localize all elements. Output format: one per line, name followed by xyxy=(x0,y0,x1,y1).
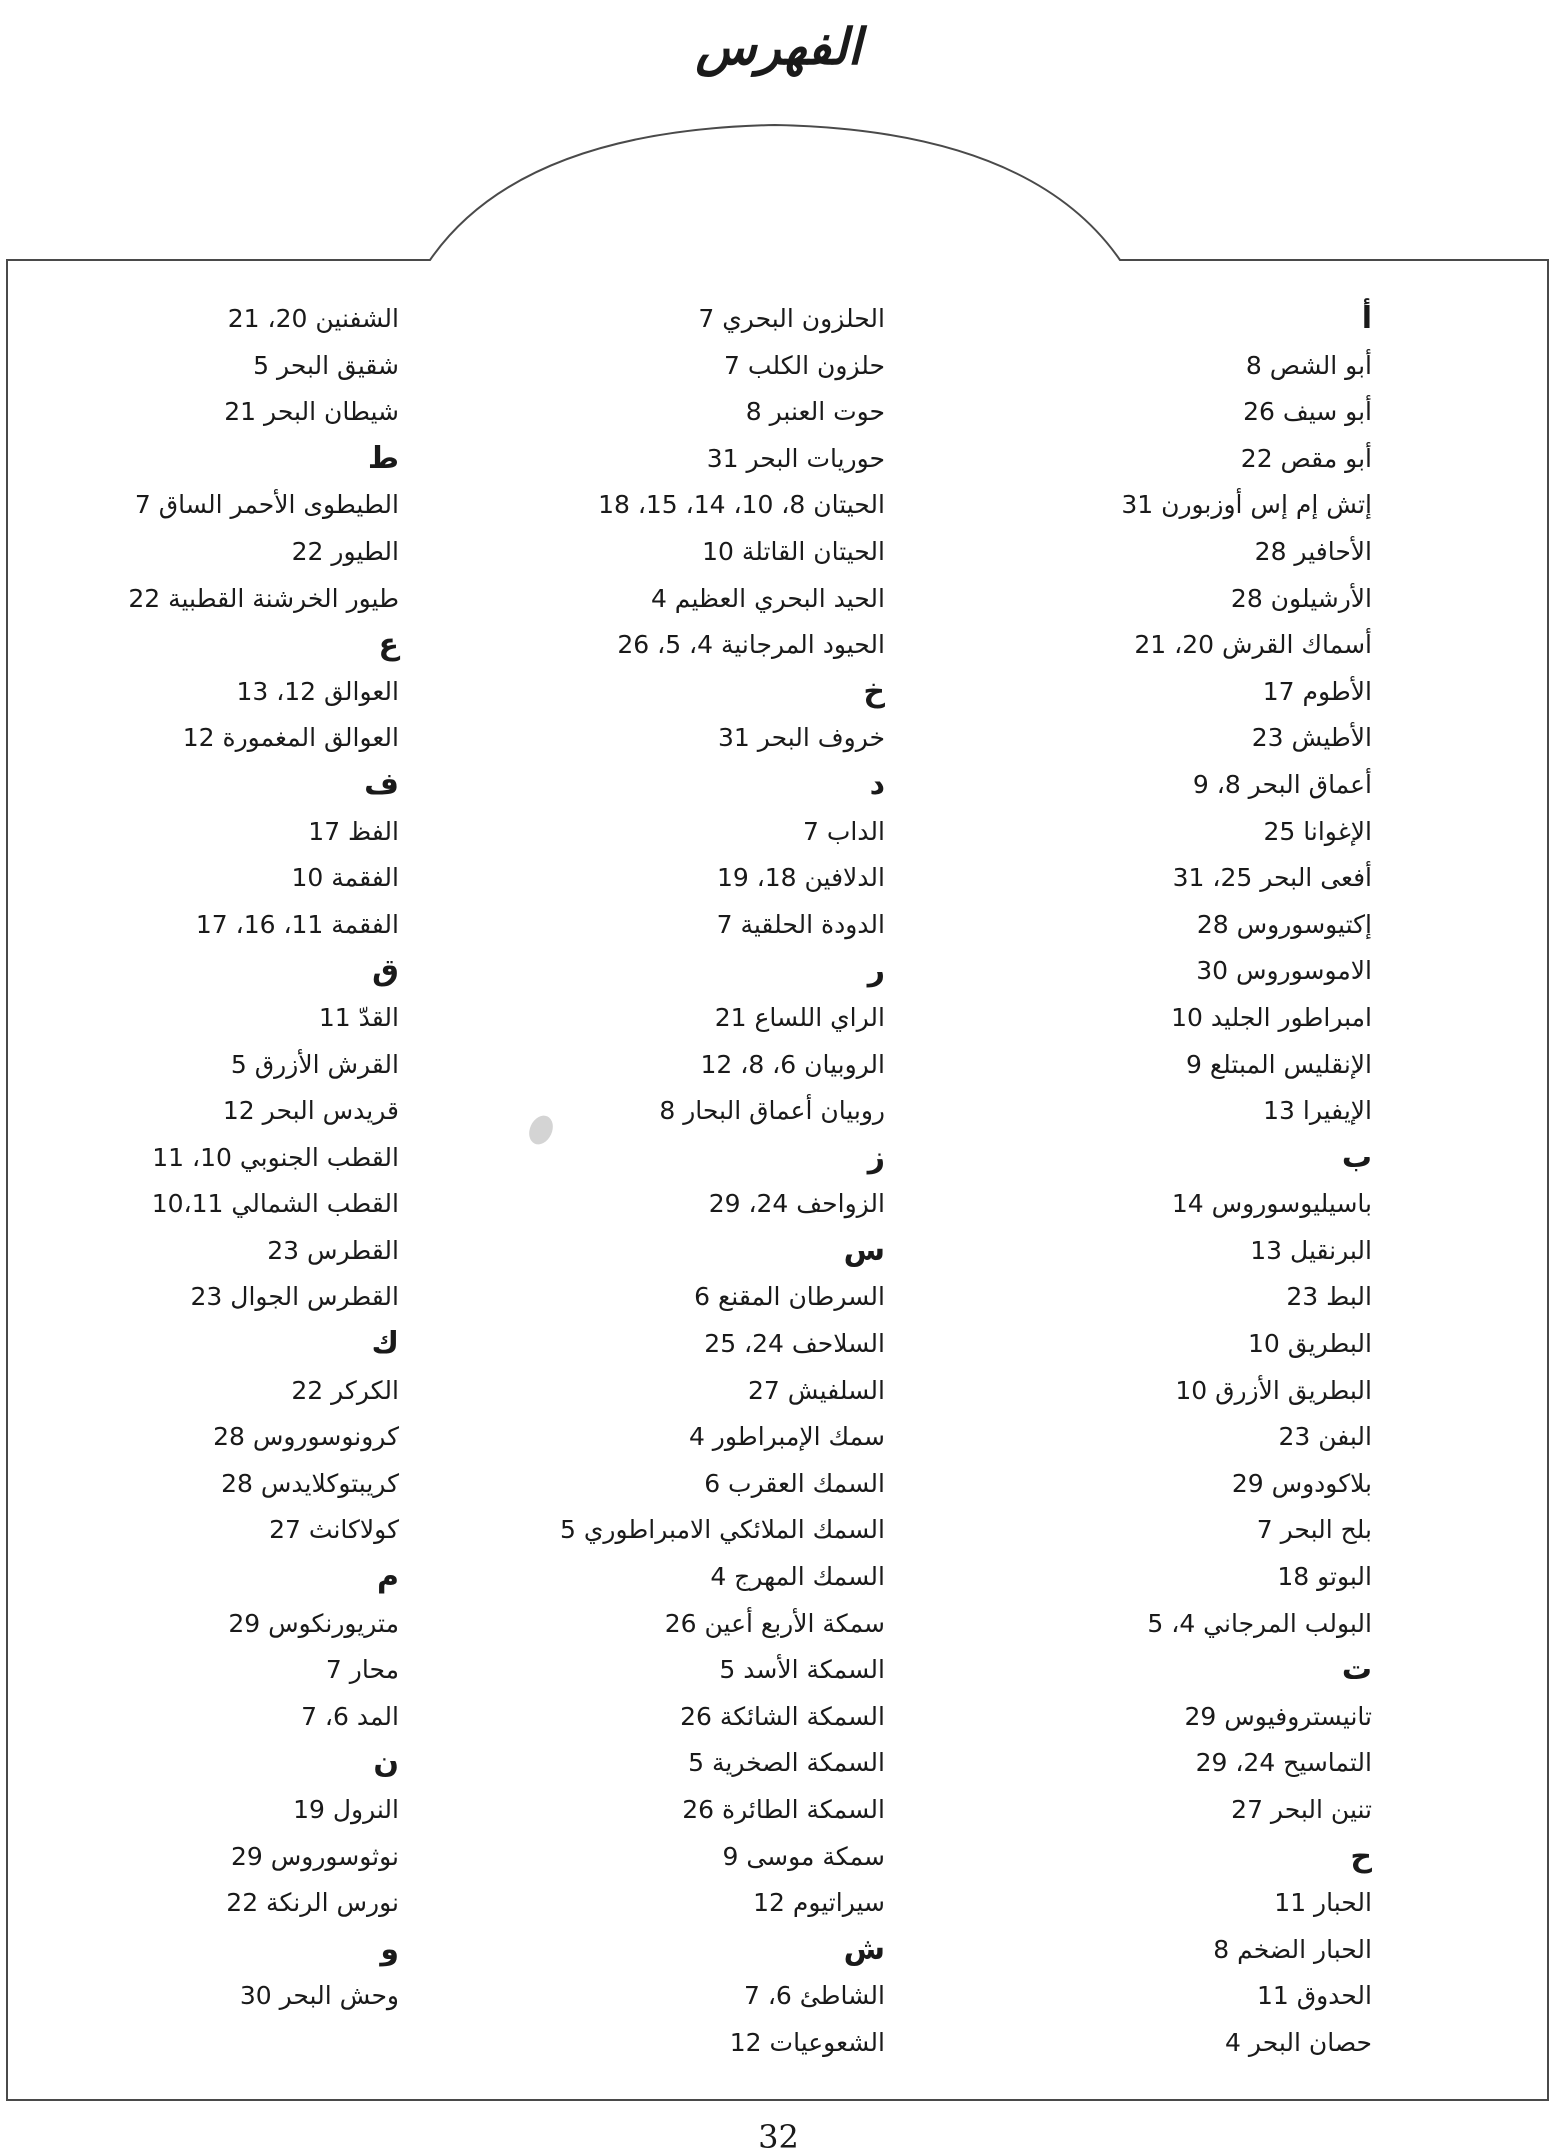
index-entry: سمك الإمبراطور 4 xyxy=(688,1422,885,1452)
index-entry: الطيور 22 xyxy=(291,536,399,566)
index-entry: السمك العقرب 6 xyxy=(704,1468,885,1498)
index-entry: امبراطور الجليد 10 xyxy=(1171,1002,1372,1032)
index-entry: البوتو 18 xyxy=(1277,1562,1372,1592)
index-letter-heading: خ xyxy=(863,673,885,709)
index-entry: سمكة موسى 9 xyxy=(722,1841,885,1871)
index-entry: سيراتيوم 12 xyxy=(753,1888,885,1918)
index-entry: الإنقليس المبتلع 9 xyxy=(1186,1049,1372,1079)
index-entry: الداب 7 xyxy=(802,816,885,846)
index-entry: بلاكودوس 29 xyxy=(1231,1468,1372,1498)
index-entry: الحيتان 8، 10، 14، 15، 18 xyxy=(598,490,885,520)
index-entry: الشاطئ 6، 7 xyxy=(744,1981,885,2011)
index-entry: الاموسوروس 30 xyxy=(1196,956,1372,986)
index-entry: السمكة الصخرية 5 xyxy=(688,1748,885,1778)
index-entry: الحلزون البحري 7 xyxy=(698,304,885,333)
index-entry: العوالق 12، 13 xyxy=(236,676,399,706)
index-entry: الأطوم 17 xyxy=(1262,676,1372,706)
index-entry: حوريات البحر 31 xyxy=(706,443,885,473)
index-entry: أبو الشص 8 xyxy=(1245,350,1372,380)
index-entry: القطرس الجوال 23 xyxy=(190,1282,399,1312)
index-entry: الأرشيلون 28 xyxy=(1230,583,1372,613)
index-letter-heading: د xyxy=(869,766,885,802)
index-column-3 xyxy=(9,296,399,2020)
index-entry: الحيود المرجانية 4، 5، 26 xyxy=(617,630,885,660)
index-entry: الشفنين 20، 21 xyxy=(227,304,399,333)
index-entry: باسيليوسوروس 14 xyxy=(1171,1189,1372,1219)
index-entry: السرطان المقنع 6 xyxy=(694,1282,885,1312)
index-entry: تنين البحر 27 xyxy=(1231,1795,1372,1824)
page-title: الفهرس xyxy=(695,18,862,76)
index-entry: أبو مقص 22 xyxy=(1240,443,1372,473)
index-entry: الزواحف 24، 29 xyxy=(708,1189,885,1219)
index-entry: التماسيح 24، 29 xyxy=(1195,1748,1372,1778)
index-entry: سمكة الأربع أعين 26 xyxy=(664,1608,885,1638)
index-letter-heading: ر xyxy=(867,953,885,989)
index-entry: السمك المهرج 4 xyxy=(710,1562,885,1592)
index-entry: حصان البحر 4 xyxy=(1225,2027,1372,2057)
index-entry: إكتيوسوروس 28 xyxy=(1196,909,1372,939)
index-entry: المد 6، 7 xyxy=(301,1701,399,1731)
index-letter-heading: ف xyxy=(364,766,399,802)
index-entry: الكركر 22 xyxy=(291,1375,399,1405)
index-entry: الحبار الضخم 8 xyxy=(1213,1934,1372,1964)
index-entry: السمك الملائكي الامبراطوري 5 xyxy=(559,1515,885,1545)
index-letter-heading: ن xyxy=(373,1745,399,1781)
index-entry: السمكة الأسد 5 xyxy=(719,1655,885,1685)
index-entry: أفعى البحر 25، 31 xyxy=(1172,863,1372,893)
index-entry: كريبتوكلايدس 28 xyxy=(221,1468,399,1498)
index-entry: الدودة الحلقية 7 xyxy=(716,909,885,939)
index-entry: روبيان أعماق البحار 8 xyxy=(659,1096,885,1126)
index-entry: الأطيش 23 xyxy=(1251,723,1372,753)
index-entry: الإيفيرا 13 xyxy=(1263,1096,1372,1126)
index-letter-heading: ز xyxy=(867,1139,885,1175)
index-entry: طيور الخرشنة القطبية 22 xyxy=(128,583,399,613)
index-entry: القطب الشمالي 10،11 xyxy=(151,1189,399,1219)
index-entry: القطب الجنوبي 10، 11 xyxy=(152,1142,399,1172)
index-entry: شقيق البحر 5 xyxy=(253,350,399,380)
index-entry: السلاحف 24، 25 xyxy=(704,1329,885,1359)
index-letter-heading: أ xyxy=(1361,301,1372,336)
index-entry: القطرس 23 xyxy=(267,1235,399,1265)
index-entry: الروبيان 6، 8، 12 xyxy=(700,1049,885,1079)
index-entry: السلفيش 27 xyxy=(748,1375,885,1405)
index-entry: القدّ 11 xyxy=(318,1002,399,1032)
index-entry: خروف البحر 31 xyxy=(718,723,885,753)
index-letter-heading: ت xyxy=(1341,1652,1372,1688)
index-entry: الراي اللساع 21 xyxy=(714,1002,885,1032)
index-entry: أسماك القرش 20، 21 xyxy=(1134,630,1372,660)
index-entry: تانيستروفيوس 29 xyxy=(1184,1701,1372,1731)
index-entry: الفقمة 10 xyxy=(291,863,399,893)
index-entry: حلزون الكلب 7 xyxy=(724,350,885,380)
index-letter-heading: ط xyxy=(367,440,399,476)
index-letter-heading: ك xyxy=(371,1326,399,1362)
index-entry: البطريق 10 xyxy=(1248,1329,1372,1359)
index-letter-heading: ب xyxy=(1341,1139,1372,1175)
index-entry: بلح البحر 7 xyxy=(1256,1515,1372,1545)
index-entry: الأحافير 28 xyxy=(1254,536,1372,566)
index-entry: القرش الأزرق 5 xyxy=(230,1049,399,1079)
page-number: 32 xyxy=(758,2118,799,2156)
index-entry: السمكة الشائكة 26 xyxy=(680,1701,885,1731)
index-entry: الإغوانا 25 xyxy=(1263,816,1372,846)
index-entry: شيطان البحر 21 xyxy=(224,397,399,427)
index-entry: إتش إم إس أوزبورن 31 xyxy=(1121,490,1372,520)
index-letter-heading: و xyxy=(380,1931,399,1967)
index-entry: الحيد البحري العظيم 4 xyxy=(650,583,885,613)
index-entry: الحبار 11 xyxy=(1274,1888,1372,1918)
index-entry: نورس الرنكة 22 xyxy=(226,1888,399,1918)
index-entry: متريورنكوس 29 xyxy=(228,1608,399,1638)
index-entry: الحدوق 11 xyxy=(1256,1981,1372,2011)
index-entry: السمكة الطائرة 26 xyxy=(682,1795,885,1824)
index-entry: البطريق الأزرق 10 xyxy=(1175,1375,1372,1405)
index-column-1 xyxy=(952,296,1372,2067)
index-letter-heading: ق xyxy=(372,953,399,989)
index-entry: البرنقيل 13 xyxy=(1250,1235,1372,1265)
index-entry: الطيطوى الأحمر الساق 7 xyxy=(134,490,399,520)
index-entry: الشعوعيات 12 xyxy=(729,2027,885,2057)
index-column-2 xyxy=(425,296,885,2067)
index-letter-heading: س xyxy=(843,1232,885,1268)
index-entry: البولب المرجاني 4، 5 xyxy=(1147,1608,1372,1638)
index-entry: النرول 19 xyxy=(293,1795,399,1824)
index-entry: البفن 23 xyxy=(1278,1422,1372,1452)
index-letter-heading: ح xyxy=(1350,1838,1372,1874)
index-entry: نوثوسوروس 29 xyxy=(230,1841,399,1871)
index-entry: الدلافين 18، 19 xyxy=(716,863,885,893)
index-entry: البط 23 xyxy=(1286,1282,1372,1312)
index-entry: الفقمة 11، 16، 17 xyxy=(195,909,399,939)
index-letter-heading: ع xyxy=(378,627,399,663)
index-entry: أبو سيف 26 xyxy=(1243,397,1372,427)
index-entry: الحيتان القاتلة 10 xyxy=(702,536,885,566)
index-letter-heading: م xyxy=(377,1559,399,1595)
index-entry: وحش البحر 30 xyxy=(239,1981,399,2011)
index-letter-heading: ش xyxy=(843,1931,885,1967)
index-entry: حوت العنبر 8 xyxy=(745,397,885,427)
index-entry: كرونوسوروس 28 xyxy=(213,1422,399,1452)
index-entry: قريدس البحر 12 xyxy=(222,1096,399,1126)
index-entry: الفظ 17 xyxy=(308,816,399,846)
index-entry: كولاكانث 27 xyxy=(269,1515,399,1545)
index-entry: أعماق البحر 8، 9 xyxy=(1192,769,1372,799)
index-entry: العوالق المغمورة 12 xyxy=(182,723,399,753)
index-entry: محار 7 xyxy=(325,1655,399,1685)
